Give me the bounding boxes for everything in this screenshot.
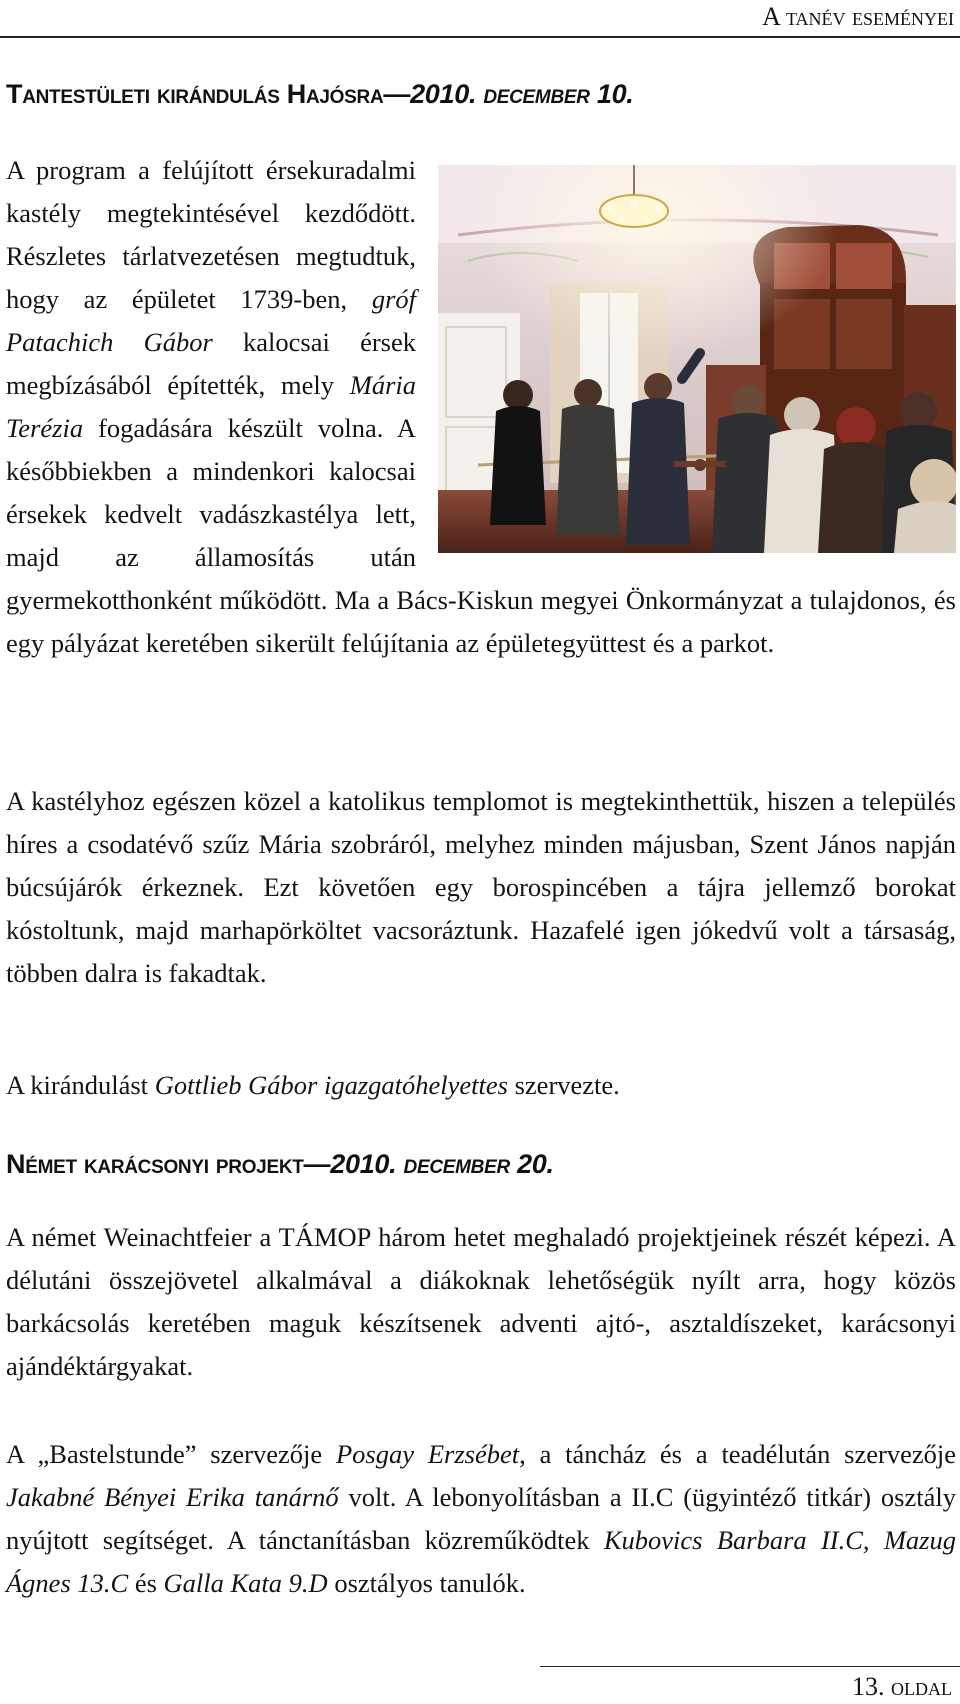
article-paragraph xyxy=(6,149,956,665)
text-run: fogadására készült volna. A későbbiekben a mindenkori kalocsai érsekek kedvelt vadászkastélya lett, majd az államosítás után gyermekotthonként működött. Ma a Bács-Kiskun megyei Önkormányzat a tulajdonos, és egy pályázat keretében sikerült felújítania az épületegyüttest és a parkot. xyxy=(6,413,956,658)
heading-date: 2010. december 20. xyxy=(330,1149,554,1179)
organizer-name: Gottlieb Gábor igazgatóhelyettes xyxy=(154,1070,508,1100)
heading-date: 2010. december 10. xyxy=(410,79,634,109)
photo-icon xyxy=(438,165,956,553)
person-name: Posgay Erzsébet xyxy=(335,1439,520,1469)
text-run: , a táncház és a teadélután szervezője xyxy=(519,1439,956,1469)
person-name-maria-terezia: Mária Terézia xyxy=(6,370,416,443)
text-run: szervezte. xyxy=(507,1070,620,1100)
page-word: oldal xyxy=(891,1672,952,1701)
organizer-paragraph xyxy=(6,1064,956,1107)
article-paragraph: A német Weinachtfeier a TÁMOP három hetet meghaladó projektjeinek részét képezi. A délutáni összejövetel alkalmával a diákoknak lehetőségük nyílt arra, hogy közös barkácsolás keretében maguk készítsenek adventi ajtó-, asztaldíszeket, karácsonyi ajándéktárgyakat. xyxy=(6,1222,956,1381)
castle-interior-photo xyxy=(438,165,956,553)
person-name: Jakabné Bényei Erika tanárnő xyxy=(6,1482,339,1512)
running-header: A tanév eseményei xyxy=(762,2,954,31)
person-name-patachich: gróf Patachich Gábor xyxy=(6,284,416,357)
text-run: osztályos tanulók. xyxy=(327,1568,526,1598)
text-run: volt. A lebonyolításban a II.C (ügyintéző titkár) osztály nyújtott segítséget. A tánctanításban közreműködtek xyxy=(6,1482,956,1555)
heading-title: Tantestületi kirándulás Hajósra— xyxy=(6,79,411,109)
text-run: kalocsai érsek megbízásából építették, mely xyxy=(6,327,416,400)
article-heading-excursion xyxy=(6,76,634,112)
header-divider xyxy=(0,36,960,38)
text-run: A kirándulást xyxy=(6,1070,155,1100)
student-name: Galla Kata 9.D xyxy=(163,1568,328,1598)
article-paragraph: A kastélyhoz egészen közel a katolikus templomot is megtekinthettük, hiszen a település híres a csodatévő szűz Mária szobráról, melyhez minden májusban, Szent János napján búcsújárók érkeznek. Ezt követően egy borospincében a tájra jellemző borokat kóstoltunk, majd marhapörköltet vacsoráztunk. Hazafelé igen jókedvű volt a társaság, többen dalra is fakadtak. xyxy=(6,786,956,988)
student-names: Kubovics Barbara II.C, Mazug Ágnes 13.C xyxy=(6,1525,956,1598)
page-number xyxy=(852,1670,952,1704)
article-heading-christmas-project xyxy=(6,1146,554,1182)
text-run: A „Bastelstunde” szervezője xyxy=(6,1439,336,1469)
text-run: és xyxy=(128,1568,164,1598)
footer-divider xyxy=(540,1666,960,1667)
page-number-value: 13. xyxy=(852,1672,885,1701)
article-paragraph xyxy=(6,1433,956,1605)
text-run: A program a felújított érsekuradalmi kastély megtekintésével kezdődött. Részletes tárlatvezetésen megtudtuk, hogy az épületet 1739-ben, xyxy=(6,155,416,314)
heading-title: Német karácsonyi projekt— xyxy=(6,1149,331,1179)
